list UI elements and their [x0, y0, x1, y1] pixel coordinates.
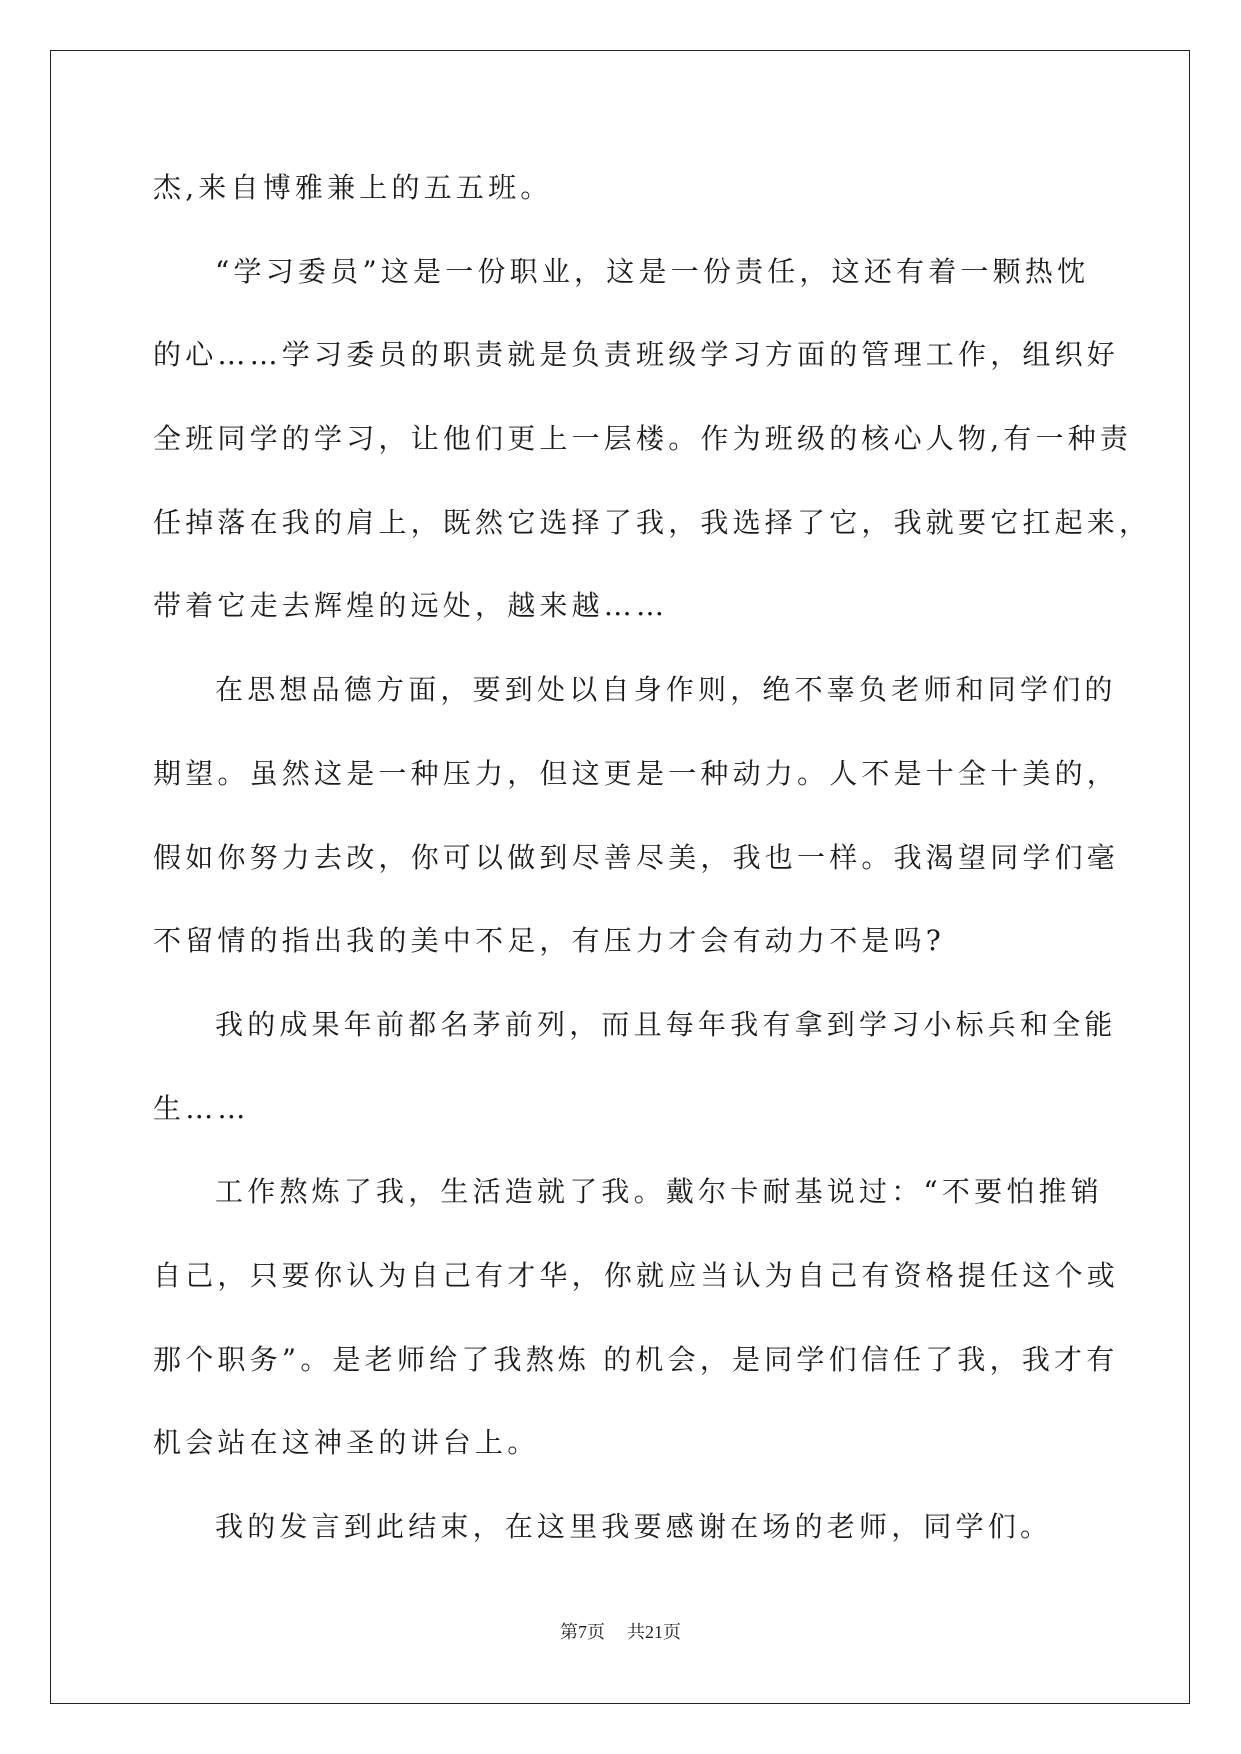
page-number: 第7页	[560, 1622, 605, 1642]
text-line: 假如你努力去改，你可以做到尽善尽美，我也一样。我渴望同学们毫	[153, 840, 1120, 874]
page-total: 共21页	[627, 1622, 681, 1642]
paragraph-start-line: 在思想品德方面，要到处以自身作则，绝不辜负老师和同学们的	[215, 673, 1117, 707]
paragraph-start-line: 工作熬炼了我，生活造就了我。戴尔卡耐基说过：“不要怕推销	[215, 1175, 1103, 1209]
text-line: 期望。虽然这是一种压力，但这更是一种动力。人不是十全十美的，	[153, 756, 1120, 790]
text-line: 任掉落在我的肩上，既然它选择了我，我选择了它，我就要它扛起来，	[153, 505, 1152, 539]
text-line: 自己，只要你认为自己有才华，你就应当认为自己有资格提任这个或	[153, 1258, 1120, 1292]
text-line: 那个职务”。是老师给了我熬炼 的机会，是同学们信任了我，我才有	[153, 1342, 1119, 1376]
paragraph-start-line: 我的成果年前都名茅前列，而且每年我有拿到学习小标兵和全能	[215, 1007, 1117, 1041]
text-line: 的心……学习委员的职责就是负责班级学习方面的管理工作，组织好	[153, 338, 1120, 372]
text-line: 杰,来自博雅兼上的五五班。	[153, 171, 553, 204]
text-line: 不留情的指出我的美中不足，有压力才会有动力不是吗?	[153, 924, 946, 958]
text-line: 全班同学的学习，让他们更上一层楼。作为班级的核心人物,有一种责	[153, 422, 1133, 456]
paragraph-start-line: “学习委员”这是一份职业，这是一份责任，这还有着一颗热忱	[215, 254, 1090, 288]
page-footer	[0, 1618, 1241, 1644]
text-line: 带着它走去辉煌的远处，越来越……	[153, 589, 669, 623]
paragraph-start-line: 我的发言到此结束，在这里我要感谢在场的老师，同学们。	[215, 1510, 1053, 1543]
text-line: 机会站在这神圣的讲台上。	[153, 1426, 540, 1460]
document-body	[153, 168, 1152, 1591]
text-line: 生……	[153, 1091, 250, 1125]
